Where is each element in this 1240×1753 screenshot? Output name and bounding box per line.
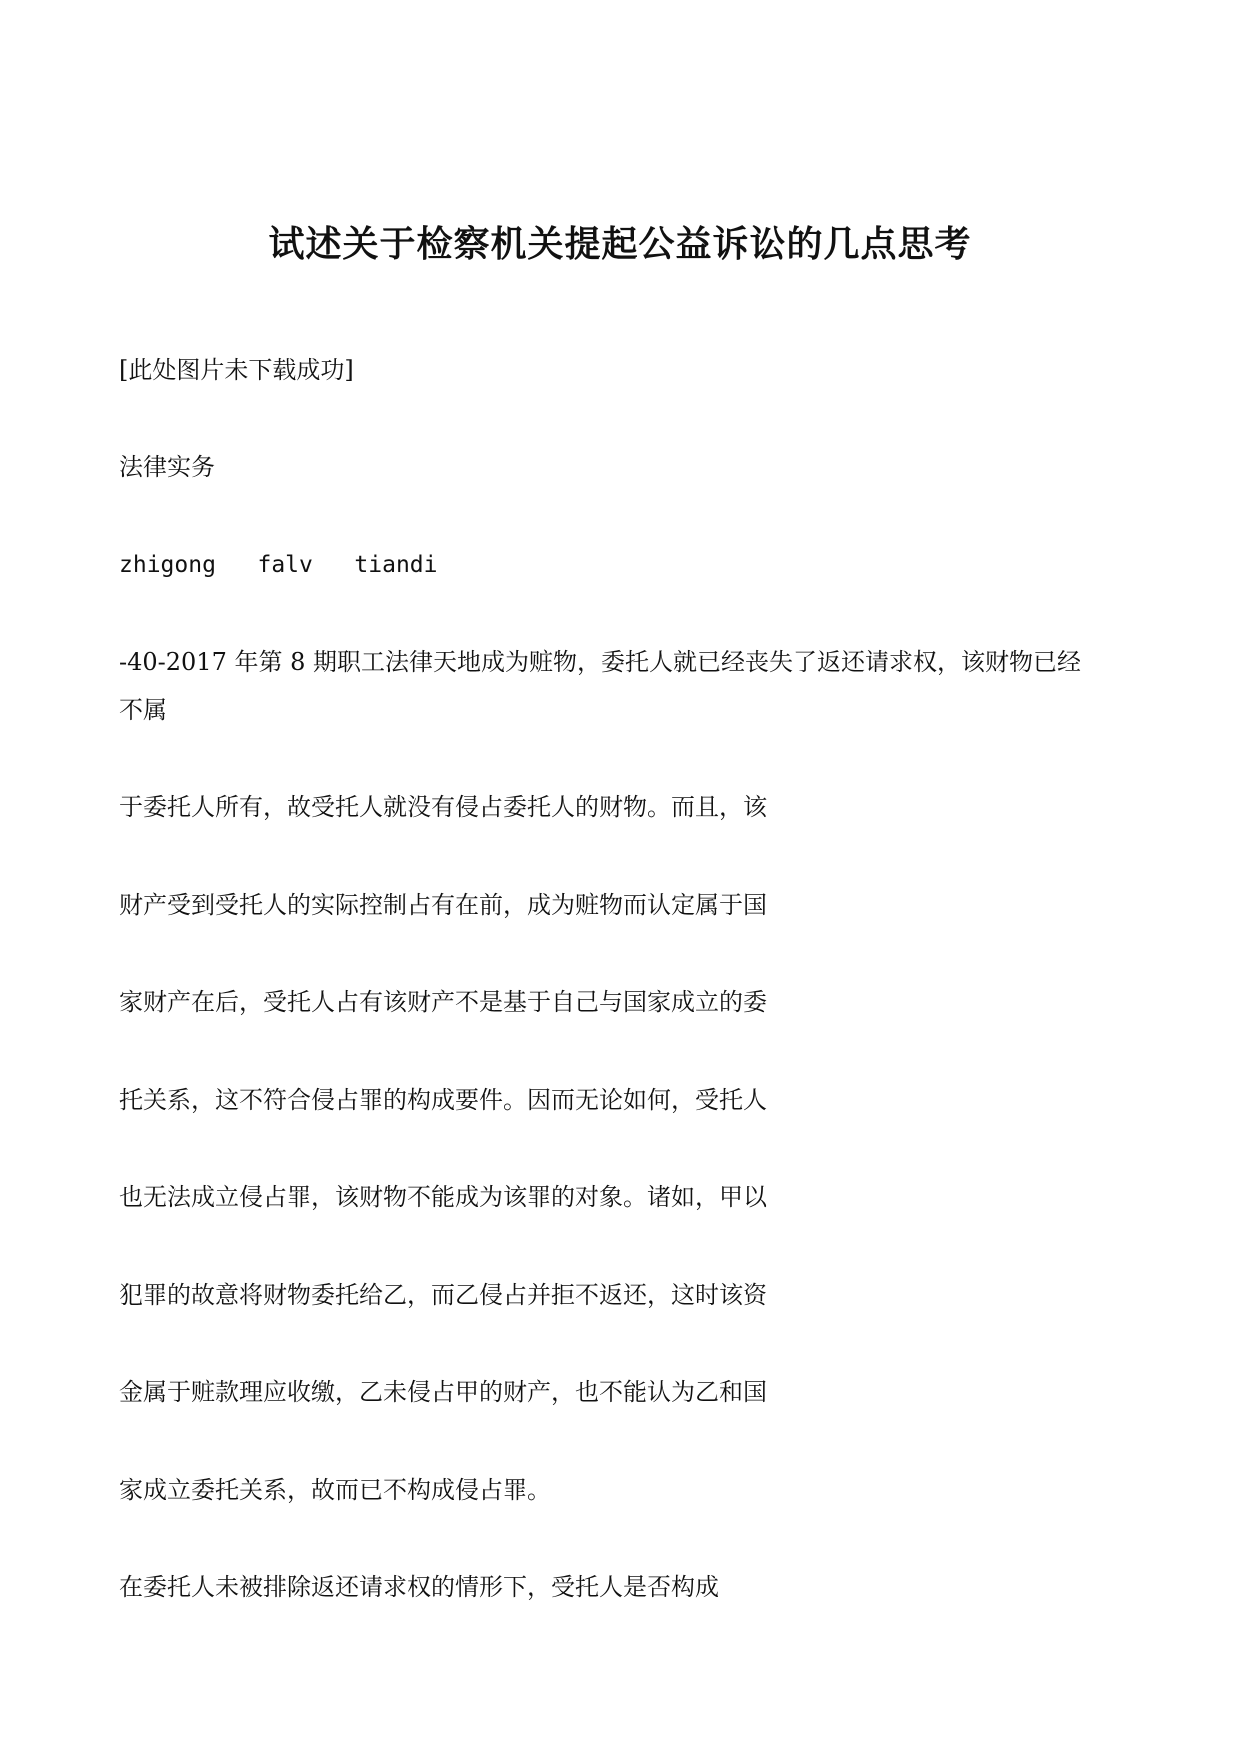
body-line: 金属于赃款理应收缴，乙未侵占甲的财产，也不能认为乙和国 (119, 1378, 767, 1406)
image-placeholder-text: [此处图片未下载成功] (119, 356, 354, 384)
body-line: 家成立委托关系，故而已不构成侵占罪。 (119, 1476, 551, 1504)
body-line: -40-2017 年第 8 期职工法律天地成为赃物，委托人就已经丧失了返还请求权，该财物已经 (119, 648, 1081, 676)
body-line: 托关系，这不符合侵占罪的构成要件。因而无论如何，受托人 (119, 1086, 767, 1114)
page-title: 试述关于检察机关提起公益诉讼的几点思考 (268, 223, 972, 265)
section-label: 法律实务 (119, 453, 215, 481)
body-line: 财产受到受托人的实际控制占有在前，成为赃物而认定属于国 (119, 891, 767, 919)
body-line: 不属 (119, 696, 167, 724)
body-line: 也无法成立侵占罪，该财物不能成为该罪的对象。诸如，甲以 (119, 1183, 767, 1211)
body-line: 家财产在后，受托人占有该财产不是基于自己与国家成立的委 (119, 988, 767, 1016)
body-line: 犯罪的故意将财物委托给乙，而乙侵占并拒不返还，这时该资 (119, 1281, 767, 1309)
body-line: 在委托人未被排除返还请求权的情形下，受托人是否构成 (119, 1573, 719, 1601)
body-line: 于委托人所有，故受托人就没有侵占委托人的财物。而且，该 (119, 793, 767, 821)
pinyin-header: zhigong falv tiandi (119, 552, 438, 578)
